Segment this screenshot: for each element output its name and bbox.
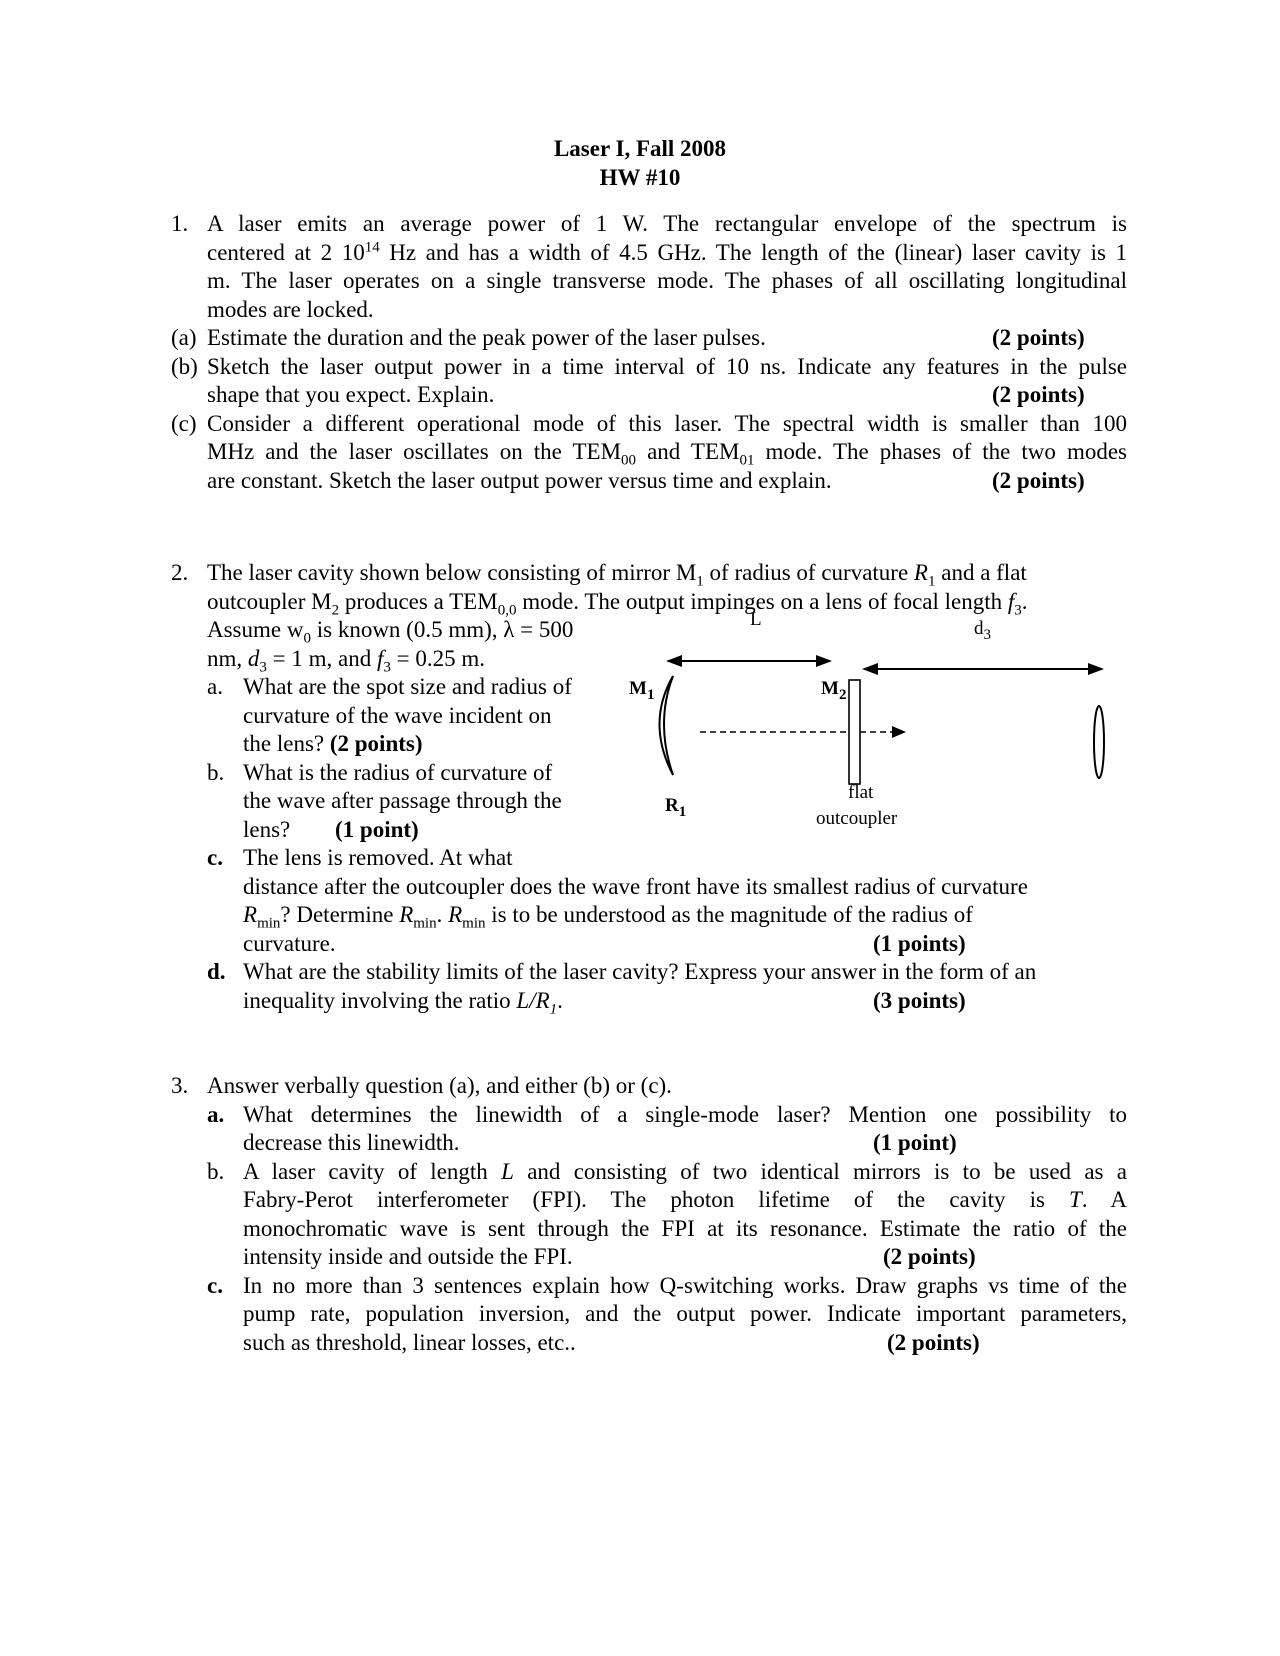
q3-intro: Answer verbally question (a), and either (b) or (c).	[207, 1073, 672, 1098]
question-1	[171, 210, 1127, 495]
points-badge: (2 points)	[887, 1329, 980, 1355]
label-d3: $d_3$	[974, 618, 991, 643]
q3c-line-3: such as threshold, linear losses, etc..	[243, 1329, 576, 1355]
q2b-line-1: What is the radius of curvature of	[243, 759, 553, 785]
q3a-line-2: decrease this linewidth.	[243, 1130, 460, 1155]
points-badge: (1 point)	[873, 1130, 957, 1155]
q1-line-1: A laser emits an average power of 1 W. The rectangular envelope of the spectrum is	[207, 211, 1127, 236]
q2-line-1: The laser cavity shown below consisting of mirror $M_1$ of radius of curvature $R_1$ and a flat	[207, 560, 1027, 590]
page-subtitle: HW #10	[599, 165, 681, 190]
points-badge: (1 point)	[335, 816, 419, 842]
q2-line-2: outcoupler $M_2$ produces a $TEM_{0,0}$ mode. The output impinges on a lens of focal length $f_3$.	[207, 588, 1028, 619]
q2-line-4: nm, $d_3 = 1$ m, and $f_3 = 0.25$ m.	[207, 645, 485, 676]
outcoupler-m2	[849, 680, 860, 784]
distance-d3-arrow	[862, 663, 1104, 675]
q2b-line-2: the wave after passage through the	[243, 788, 562, 813]
q1c-text-2: MHz and the laser oscillates on the $TEM_{00}$ and $TEM_{01}$ mode. The phases of the two modes	[207, 439, 1127, 469]
q1-line-3: m. The laser operates on a single transverse mode. The phases of all oscillating longitudinal	[207, 268, 1127, 293]
part-label: (c)	[171, 410, 197, 436]
q3b-line-1: A laser cavity of length L and consisting of two identical mirrors is to be used as a	[243, 1158, 1127, 1184]
q2c-line-1: The lens is removed. At what	[243, 845, 513, 870]
page-header	[0, 134, 1280, 192]
part-label: c.	[207, 1272, 223, 1298]
part-label: b.	[207, 759, 225, 785]
q2c-line-2: distance after the outcoupler does the wave front have its smallest radius of curvature	[243, 873, 1028, 899]
part-label: d.	[207, 959, 226, 984]
points-badge: (3 points)	[873, 987, 966, 1013]
q1b-text-1: Sketch the laser output power in a time interval of 10 ns. Indicate any features in the pulse	[207, 353, 1127, 379]
q3b-line-2: Fabry-Perot interferometer (FPI). The photon lifetime of the cavity is T. A	[243, 1187, 1128, 1212]
q1-line-4: modes are locked.	[207, 296, 374, 322]
q2d-line-1: What are the stability limits of the laser cavity? Express your answer in the form of an	[243, 959, 1037, 984]
q1b-text-2: shape that you expect. Explain.	[207, 382, 495, 407]
length-L-arrow	[666, 655, 832, 667]
q1-line-2: centered at 2 $10^{14}$ Hz and has a width of 4.5 GHz. The length of the (linear) laser cavity is 1	[207, 238, 1128, 265]
points-badge: (2 points)	[883, 1244, 976, 1269]
q3b-line-4: intensity inside and outside the FPI.	[243, 1244, 573, 1269]
q1c-text-1: Consider a different operational mode of this laser. The spectral width is smaller than 100	[207, 410, 1127, 436]
part-label: a.	[207, 674, 223, 699]
part-label: b.	[207, 1158, 225, 1184]
label-m2: $M_2$	[821, 678, 847, 703]
q2b-line-3: lens?	[243, 816, 291, 842]
points-badge: (1 points)	[873, 930, 966, 956]
points-badge: (2 points)	[992, 382, 1085, 407]
part-label: (b)	[171, 353, 198, 379]
label-flat: flat	[848, 782, 874, 803]
label-L: L	[750, 609, 762, 630]
mirror-m1	[660, 676, 674, 775]
points-badge: (2 points)	[992, 325, 1085, 350]
q3a-line-1: What determines the linewidth of a single-mode laser? Mention one possibility to	[243, 1101, 1127, 1127]
q2a-line-1: What are the spot size and radius of	[243, 674, 572, 699]
question-number: 2.	[171, 560, 189, 585]
lens	[1094, 706, 1104, 778]
q2a-line-2: curvature of the wave incident on	[243, 702, 552, 728]
page-title: Laser I, Fall 2008	[553, 136, 727, 161]
q1c-text-3: are constant. Sketch the laser output power versus time and explain.	[207, 467, 832, 493]
question-3	[171, 1072, 1127, 1357]
points-badge: (2 points)	[992, 467, 1085, 493]
part-label: a.	[207, 1101, 225, 1127]
label-m1: $M_1$	[629, 678, 655, 703]
q2-line-3: Assume $w_0$ is known (0.5 mm), λ = 500	[207, 617, 574, 647]
points-badge: (2 points)	[329, 731, 423, 756]
q3b-line-3: monochromatic wave is sent through the FPI at its resonance. Estimate the ratio of the	[243, 1215, 1127, 1241]
q3c-line-1: In no more than 3 sentences explain how Q-switching works. Draw graphs vs time of the	[243, 1272, 1127, 1298]
label-r1: $R_1$	[665, 795, 687, 820]
part-label: c.	[207, 845, 223, 870]
q3c-line-2: pump rate, population inversion, and the output power. Indicate important parameters,	[243, 1301, 1127, 1326]
q2d-line-2: inequality involving the ratio $L/R_1$.	[243, 987, 563, 1018]
q2a-line-3: the lens? (2 points)	[243, 731, 423, 756]
beam-arrowhead	[892, 726, 906, 738]
question-number: 1.	[171, 211, 189, 236]
q2c-line-4: curvature.	[243, 930, 336, 956]
question-number: 3.	[171, 1073, 189, 1098]
q2c-line-3: $R_{min}$? Determine $R_{min}$. $R_{min}$ is to be understood as the magnitude of the radius of	[243, 902, 973, 932]
q1a-text: Estimate the duration and the peak power of the laser pulses.	[207, 325, 766, 350]
label-outcoupler: outcoupler	[816, 808, 898, 829]
part-label: (a)	[171, 325, 197, 350]
